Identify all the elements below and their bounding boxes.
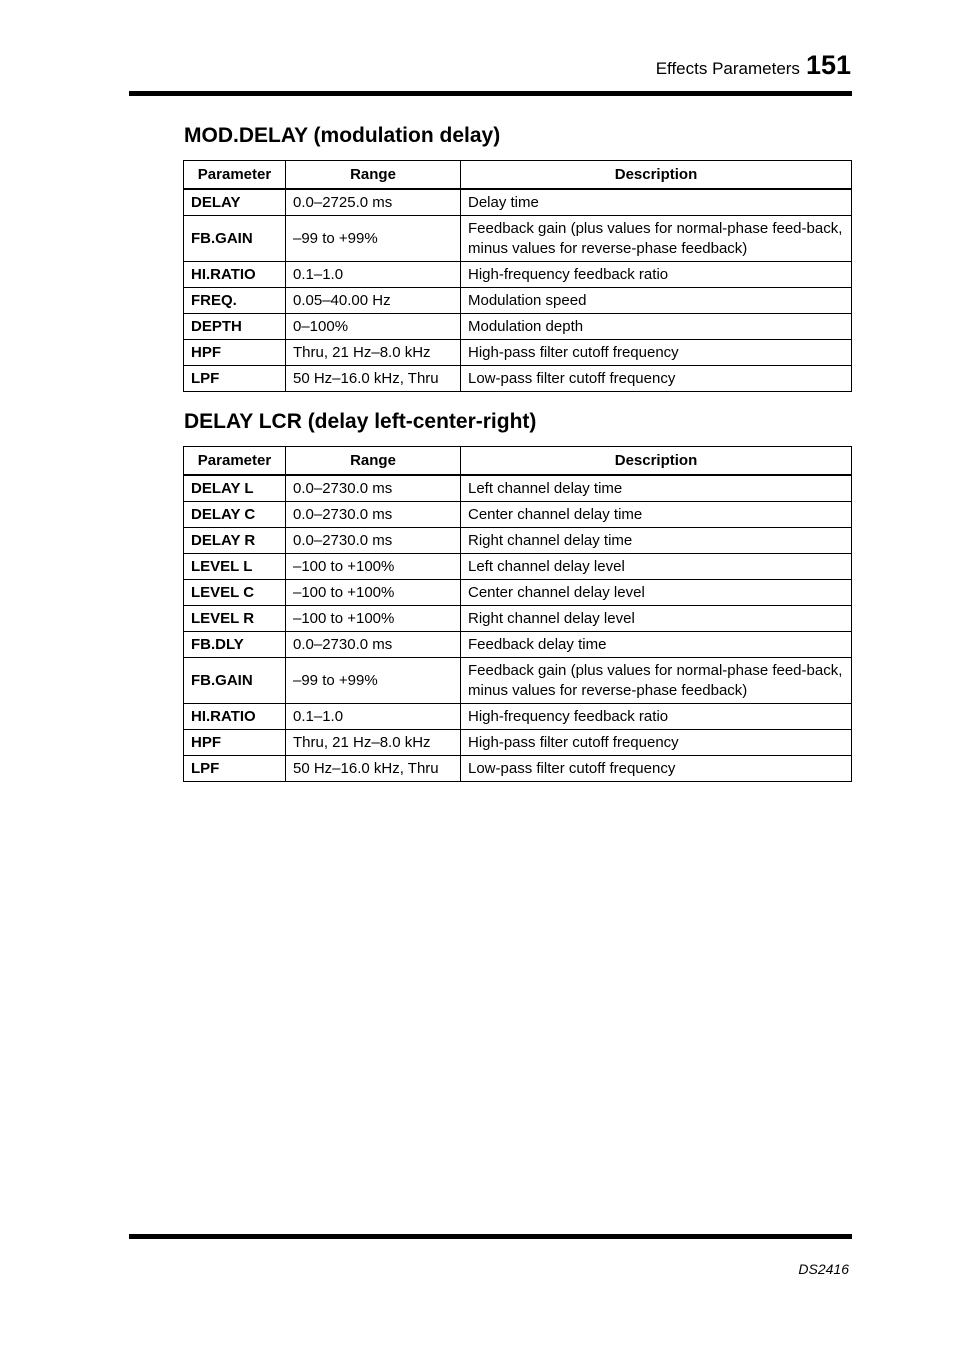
parameter-cell: LEVEL L: [184, 554, 286, 580]
column-header-description: Description: [461, 161, 852, 190]
column-header-parameter: Parameter: [184, 447, 286, 476]
table-row: [184, 189, 852, 216]
column-header-range: Range: [286, 447, 461, 476]
description-cell: Feedback delay time: [461, 632, 852, 658]
parameter-cell: DELAY R: [184, 528, 286, 554]
column-header-range: Range: [286, 161, 461, 190]
parameter-cell: LEVEL R: [184, 606, 286, 632]
description-cell: Left channel delay time: [461, 475, 852, 502]
parameter-cell: DELAY: [184, 189, 286, 216]
description-cell: Left channel delay level: [461, 554, 852, 580]
table-row: [184, 632, 852, 658]
table-row: [184, 502, 852, 528]
parameter-cell: HPF: [184, 730, 286, 756]
range-cell: –100 to +100%: [286, 554, 461, 580]
description-cell: Modulation speed: [461, 288, 852, 314]
column-header-description: Description: [461, 447, 852, 476]
table-row: [184, 606, 852, 632]
range-cell: 0.1–1.0: [286, 262, 461, 288]
parameter-cell: FREQ.: [184, 288, 286, 314]
range-cell: –100 to +100%: [286, 580, 461, 606]
table-row: [184, 216, 852, 262]
column-header-parameter: Parameter: [184, 161, 286, 190]
mod-delay-title: MOD.DELAY (modulation delay): [184, 124, 501, 147]
parameter-cell: FB.GAIN: [184, 658, 286, 704]
description-cell: Center channel delay level: [461, 580, 852, 606]
description-cell: Low-pass filter cutoff frequency: [461, 366, 852, 392]
table-row: [184, 658, 852, 704]
description-cell: High-frequency feedback ratio: [461, 704, 852, 730]
page-header: [129, 50, 851, 84]
parameter-cell: LPF: [184, 756, 286, 782]
parameter-cell: HI.RATIO: [184, 704, 286, 730]
description-cell: Center channel delay time: [461, 502, 852, 528]
range-cell: 0.05–40.00 Hz: [286, 288, 461, 314]
range-cell: –99 to +99%: [286, 216, 461, 262]
parameter-cell: LPF: [184, 366, 286, 392]
table-row: [184, 340, 852, 366]
parameter-cell: FB.DLY: [184, 632, 286, 658]
description-cell: High-pass filter cutoff frequency: [461, 340, 852, 366]
description-cell: Feedback gain (plus values for normal-phase feed-back, minus values for reverse-phase feedback): [461, 216, 852, 262]
description-cell: Right channel delay time: [461, 528, 852, 554]
table-row: [184, 366, 852, 392]
range-cell: 0.0–2725.0 ms: [286, 189, 461, 216]
page-number: 151: [805, 50, 851, 80]
description-cell: Delay time: [461, 189, 852, 216]
range-cell: 0.0–2730.0 ms: [286, 632, 461, 658]
description-cell: High-frequency feedback ratio: [461, 262, 852, 288]
table-row: [184, 288, 852, 314]
description-cell: Right channel delay level: [461, 606, 852, 632]
range-cell: –99 to +99%: [286, 658, 461, 704]
range-cell: –100 to +100%: [286, 606, 461, 632]
table-row: [184, 475, 852, 502]
table-row: [184, 580, 852, 606]
parameter-cell: HPF: [184, 340, 286, 366]
document-code: DS2416: [798, 1261, 849, 1277]
description-cell: Modulation depth: [461, 314, 852, 340]
table-header-row: [184, 161, 852, 190]
table-row: [184, 730, 852, 756]
footer-rule: [129, 1234, 852, 1239]
table-row: [184, 756, 852, 782]
parameter-cell: LEVEL C: [184, 580, 286, 606]
parameter-cell: HI.RATIO: [184, 262, 286, 288]
header-rule: [129, 91, 852, 96]
range-cell: Thru, 21 Hz–8.0 kHz: [286, 340, 461, 366]
description-cell: Low-pass filter cutoff frequency: [461, 756, 852, 782]
range-cell: 50 Hz–16.0 kHz, Thru: [286, 756, 461, 782]
range-cell: 0.0–2730.0 ms: [286, 475, 461, 502]
parameter-cell: FB.GAIN: [184, 216, 286, 262]
parameter-cell: DEPTH: [184, 314, 286, 340]
delay-lcr-table: [183, 446, 852, 782]
range-cell: 50 Hz–16.0 kHz, Thru: [286, 366, 461, 392]
parameter-cell: DELAY L: [184, 475, 286, 502]
delay-lcr-title: DELAY LCR (delay left-center-right): [184, 410, 537, 433]
mod-delay-table: [183, 160, 852, 392]
description-cell: High-pass filter cutoff frequency: [461, 730, 852, 756]
description-cell: Feedback gain (plus values for normal-phase feed-back, minus values for reverse-phase feedback): [461, 658, 852, 704]
table-row: [184, 704, 852, 730]
range-cell: 0.1–1.0: [286, 704, 461, 730]
table-row: [184, 554, 852, 580]
range-cell: 0.0–2730.0 ms: [286, 502, 461, 528]
table-row: [184, 262, 852, 288]
range-cell: 0.0–2730.0 ms: [286, 528, 461, 554]
range-cell: 0–100%: [286, 314, 461, 340]
table-header-row: [184, 447, 852, 476]
table-row: [184, 528, 852, 554]
parameter-cell: DELAY C: [184, 502, 286, 528]
range-cell: Thru, 21 Hz–8.0 kHz: [286, 730, 461, 756]
table-row: [184, 314, 852, 340]
section-name: Effects Parameters: [655, 59, 800, 78]
